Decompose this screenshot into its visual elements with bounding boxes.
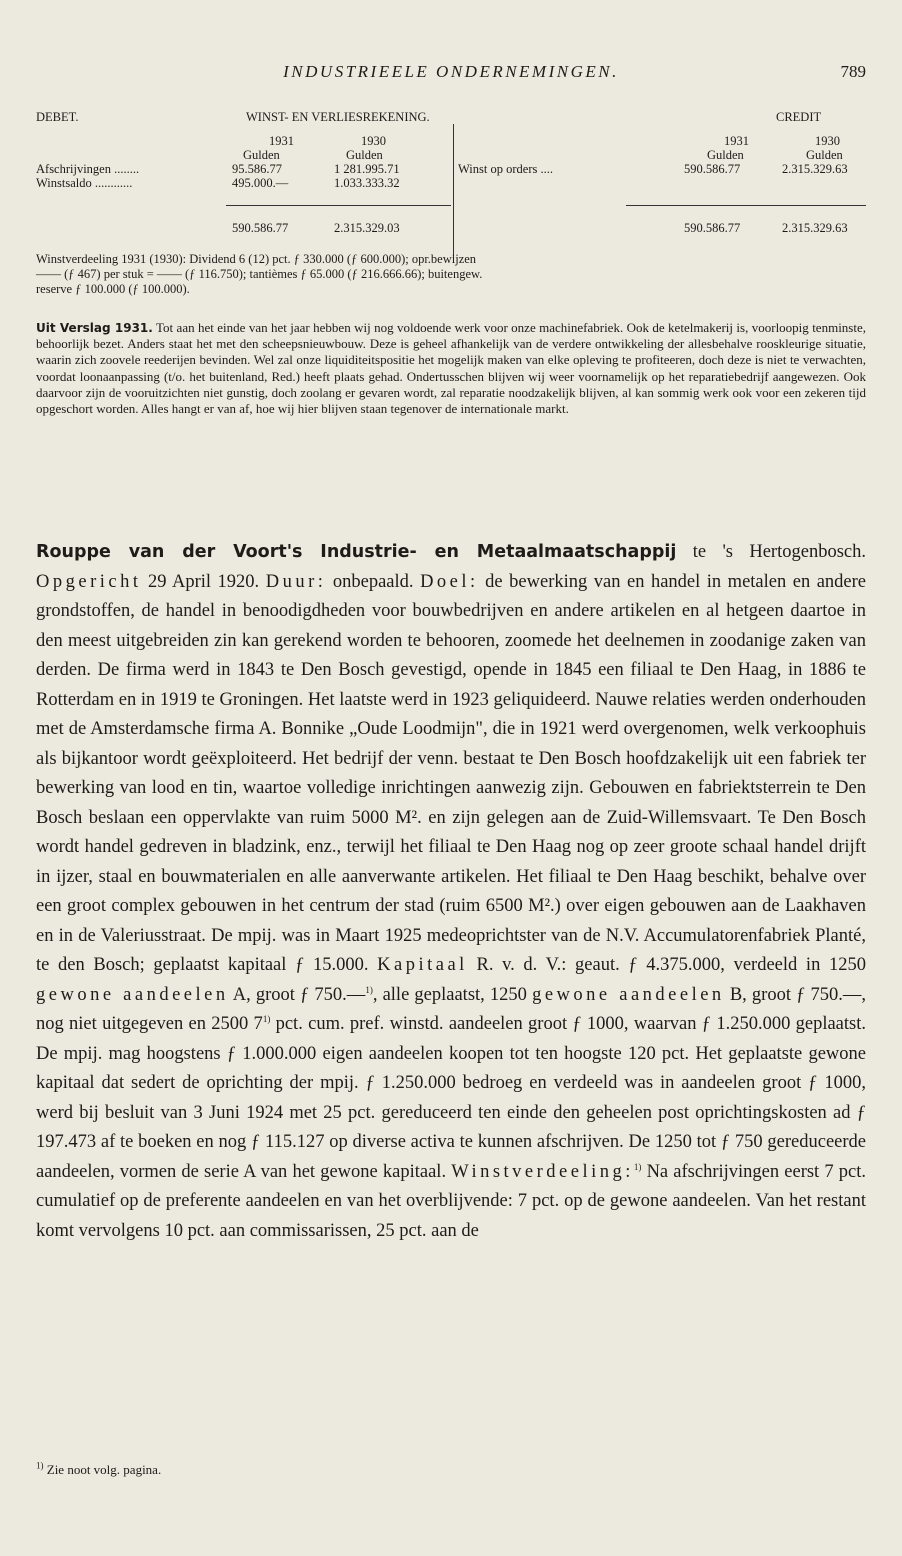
credit-total-1930: 2.315.329.63 (782, 221, 848, 235)
distribution-line: —— (ƒ 467) per stuk = —— (ƒ 116.750); tantièmes ƒ 65.000 (ƒ 216.666.66); buitengew. (36, 267, 483, 281)
company-name: Rouppe van der Voort's Industrie- en Metaalmaatschappij (36, 542, 677, 562)
credit-unit-1931: Gulden (707, 148, 744, 162)
page-number: 789 (840, 62, 866, 81)
profit-loss-account (36, 110, 866, 265)
report-lead: Uit Verslag 1931. (36, 321, 153, 335)
debit-row-value-1930: 1 281.995.71 (334, 162, 400, 176)
credit-total-rule (626, 205, 866, 206)
debit-year-1931: 1931 (269, 134, 294, 148)
debit-unit-1930: Gulden (346, 148, 383, 162)
company-text: R. v. d. V.: geaut. ƒ 4.375.000, verdeeld in 1250 (467, 955, 866, 975)
running-head (36, 62, 866, 86)
footnote-ref: 1) (365, 984, 373, 995)
label-winstverdeeling: Winstverdeeling: (451, 1161, 634, 1182)
company-text: pct. cum. pref. winstd. aandeelen groot ƒ 1000, waarvan ƒ 1.250.000 geplaatst. De mpij. mag hoogstens ƒ 1.000.000 eigen aandeelen koopen tot ten hoogste 120 pct. Het geplaatste gewone kapitaal dat sedert de oprichting der mpij. ƒ 1.250.000 bedroeg en verdeeld was in aandeelen groot ƒ 1000, werd bij besluit van 3 Juni 1924 met 25 pct. gereduceerd ten einde den geheelen post oprichtingskosten ad ƒ 197.473 af te boeken en nog ƒ 115.127 op diverse activa te kunnen afschrijven. De 1250 tot ƒ 750 gereduceerde aandeelen, vormen de serie A van het gewone kapitaal. (36, 1014, 866, 1182)
company-text: Na afschrijvingen eerst 7 pct. cumulatief op de preferente aandeelen en van het overblijvende: 7 pct. op de gewone aandeelen. Van het restant komt vervolgens 10 pct. aan commissarissen, 25 pct. aan de (36, 1161, 866, 1241)
debit-row-value-1930: 1.033.333.32 (334, 176, 400, 190)
account-divider (453, 124, 454, 258)
company-text: te 's Hertogenbosch. (676, 542, 866, 562)
debit-row-value-1931: 495.000.— (232, 176, 289, 190)
company-text: de bewerking van en handel in metalen en andere grondstoffen, de handel in benoodigdheden voor bouwbedrijven en andere artikelen en al hetgeen daartoe in den meest uitgebreiden zin kan gerekend worden te behooren, zoomede het deelnemen in zoodanige zaken van derden. De firma werd in 1843 te Den Bosch gevestigd, opende in 1845 een filiaal te Den Haag, in 1886 te Rotterdam en in 1919 te Groningen. Het laatste werd in 1923 geliquideerd. Nauwe relaties werden onderhouden met de Amsterdamsche firma A. Bonnike „Oude Loodmijn", die in 1921 werd overgenomen, welk verkoophuis als bijkantoor wordt geëxploiteerd. Het bedrijf der venn. bestaat te Den Bosch hoofdzakelijk uit een fabriek ter bewerking van lood en tin, waartoe volledige inrichtingen aanwezig zijn. Gebouwen en fabriektsterrein te Den Bosch beslaan een oppervlakte van ruim 5000 M². en zijn gelegen aan de Zuid-Willemsvaart. Te Den Bosch wordt handel gedreven in bladzink, enz., terwijl het filiaal te Den Haag nog op zeer groote schaal handel drijft in ijzer, staal en bouwmaterialen en alle aanverwante artikelen. Het filiaal te Den Haag beschikt, behalve over een groot complex gebouwen in het centrum der stad (ruim 6500 M².) over eigen gebouwen aan de Laakhaven en in de Valeriusstraat. De mpij. was in Maart 1925 medeoprichtster van de N.V. Accumulatorenfabriek Planté, te den Bosch; geplaatst kapitaal ƒ 15.000. (36, 571, 867, 975)
label-doel: Doel: (420, 571, 479, 592)
footnote-ref: 1) (262, 1013, 271, 1024)
credit-year-1931: 1931 (724, 134, 749, 148)
debit-row-label: Afschrijvingen ........ (36, 162, 140, 176)
label-gewone-aandeelen: gewone aandeelen (36, 984, 229, 1005)
distribution-line: reserve ƒ 100.000 (ƒ 100.000). (36, 282, 190, 296)
running-title: INDUSTRIEELE ONDERNEMINGEN. (283, 62, 619, 81)
company-text: A, groot ƒ 750.— (228, 984, 366, 1005)
credit-row-value-1931: 590.586.77 (684, 162, 741, 176)
label-gewone-aandeelen: gewone aandeelen (532, 984, 725, 1005)
debit-row-value-1931: 95.586.77 (232, 162, 282, 176)
company-text: 29 April 1920. (141, 571, 266, 592)
credit-unit-1930: Gulden (806, 148, 843, 162)
annual-report-excerpt (36, 320, 866, 417)
credit-row-value-1930: 2.315.329.63 (782, 162, 848, 176)
debit-row-label: Winstsaldo ............ (36, 176, 133, 190)
company-text: , alle geplaatst, 1250 (372, 984, 533, 1005)
credit-label: CREDIT (776, 110, 822, 124)
company-text: onbepaald. (326, 571, 421, 592)
debit-label: DEBET. (36, 110, 79, 124)
footnote-mark: 1) (36, 1460, 44, 1471)
label-kapitaal: Kapitaal (377, 955, 468, 975)
debit-total-1931: 590.586.77 (232, 221, 289, 235)
profit-distribution (36, 252, 866, 297)
document-page (36, 0, 866, 1556)
footnote-text: Zie noot volg. pagina. (43, 1462, 162, 1477)
footnote (36, 1462, 161, 1478)
debit-total-1930: 2.315.329.03 (334, 221, 400, 235)
label-opgericht: Opgericht (36, 571, 142, 592)
credit-total-1931: 590.586.77 (684, 221, 741, 235)
credit-year-1930: 1930 (815, 134, 840, 148)
account-title: WINST- EN VERLIESREKENING. (246, 110, 430, 124)
credit-row-label: Winst op orders .... (458, 162, 553, 176)
debit-year-1930: 1930 (361, 134, 386, 148)
debit-total-rule (226, 205, 451, 206)
report-text: Tot aan het einde van het jaar hebben wij nog voldoende werk voor onze machinefabriek. Ook de ketelmakerij is, voorloopig tenminste, behoorlijk bezet. Anders staat het met den scheepsnieuwbouw. Deze is geheel afhankelijk van de verdere ontwikkeling der allesbehalve rooskleurige situatie, waarin zich zoovele reederijen bevinden. Wel zal onze liquiditeitspositie het mogelijk maken van elke opleving te profiteeren, doch deze is niet te verwachten, voordat loonaanpassing (t/o. het buitenland, Red.) heeft plaats gehad. Ondertusschen blijven wij weer voornamelijk op het reparatiebedrijf aangewezen. Ook daarvoor zijn de vooruitzichten niet gunstig, doch zoolang er gevaren wordt, zal reparatie noodzakelijk blijven, al kan sommig werk ook voor een zekeren tijd opgeschort worden. Alles hangt er van af, hoe wij hier blijven staan tegenover de internationale markt. (36, 320, 866, 417)
label-duur: Duur: (265, 571, 327, 592)
distribution-line: Winstverdeeling 1931 (1930): Dividend 6 (12) pct. ƒ 330.000 (ƒ 600.000); opr.bewijzen (36, 252, 477, 266)
footnote-ref: 1) (633, 1161, 642, 1172)
company-entry (36, 538, 866, 1246)
company-text: B, groot ƒ 750.—, nog niet uitgegeven en 2500 7 (36, 984, 866, 1034)
debit-unit-1931: Gulden (243, 148, 280, 162)
